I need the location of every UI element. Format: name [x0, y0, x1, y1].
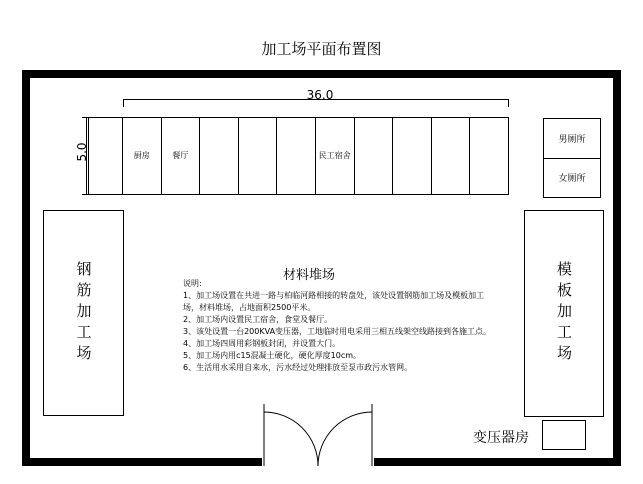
note-item: 6、生活用水采用自来水，污水经过处理排放至泵市政污水管网。 — [183, 363, 413, 372]
note-item: 3、该处设置一台200KVA变压器，工地临时用电采用三相五线架空线路接到各施工点。 — [183, 327, 492, 336]
worker-dormitory-row — [88, 117, 509, 195]
dorm-room — [277, 118, 316, 194]
notes-block — [183, 278, 493, 374]
dorm-room — [470, 118, 508, 194]
gate-door-right — [318, 412, 372, 466]
note-item: 1、加工场设置在共进一路与柏临河路相接的转盘处，该处设置钢筋加工场及模板加工场，材料堆场，占地面积2500平米。 — [183, 291, 485, 312]
dorm-room — [393, 118, 432, 194]
gate-door-left — [264, 412, 318, 466]
rebar-processing-shop — [43, 210, 124, 416]
note-item: 5、加工场内用c15混凝土硬化，硬化厚度10cm。 — [183, 351, 362, 360]
dorm-room — [200, 118, 239, 194]
depth-dimension-label: 5.0 — [75, 142, 89, 162]
male-toilet: 男厕所 — [544, 119, 600, 159]
materials-yard-label: 材料堆场 — [283, 268, 336, 283]
dorm-room-labeled: 民工宿舍 — [316, 118, 355, 194]
female-toilet: 女厕所 — [558, 174, 586, 185]
width-dimension-label: 36.0 — [306, 88, 334, 102]
dorm-room — [432, 118, 471, 194]
kitchen-room: 厨房 — [123, 118, 162, 194]
dorm-end-cell — [89, 118, 123, 194]
diagram-title: 加工场平面布置图 — [261, 40, 382, 58]
note-item: 2、加工场内设置民工宿舍，食堂及餐厅。 — [183, 315, 333, 324]
formwork-processing-shop — [524, 210, 604, 417]
dorm-room — [239, 118, 278, 194]
rebar-shop-label: 钢筋加工场 — [74, 260, 93, 366]
width-dimension-tick-right — [508, 99, 509, 107]
dining-room: 餐厅 — [162, 118, 201, 194]
note-item: 4、加工场四周用彩钢板封闭，并设置大门。 — [183, 339, 341, 348]
toilet-block — [543, 118, 601, 198]
transformer-room — [542, 420, 586, 450]
width-dimension-tick-left — [123, 99, 124, 107]
notes-heading: 说明: — [183, 279, 202, 288]
transformer-room-label: 变压器房 — [473, 430, 529, 446]
formwork-shop-label: 模板加工场 — [555, 261, 573, 366]
dorm-room — [355, 118, 394, 194]
gate-doors — [260, 400, 380, 470]
